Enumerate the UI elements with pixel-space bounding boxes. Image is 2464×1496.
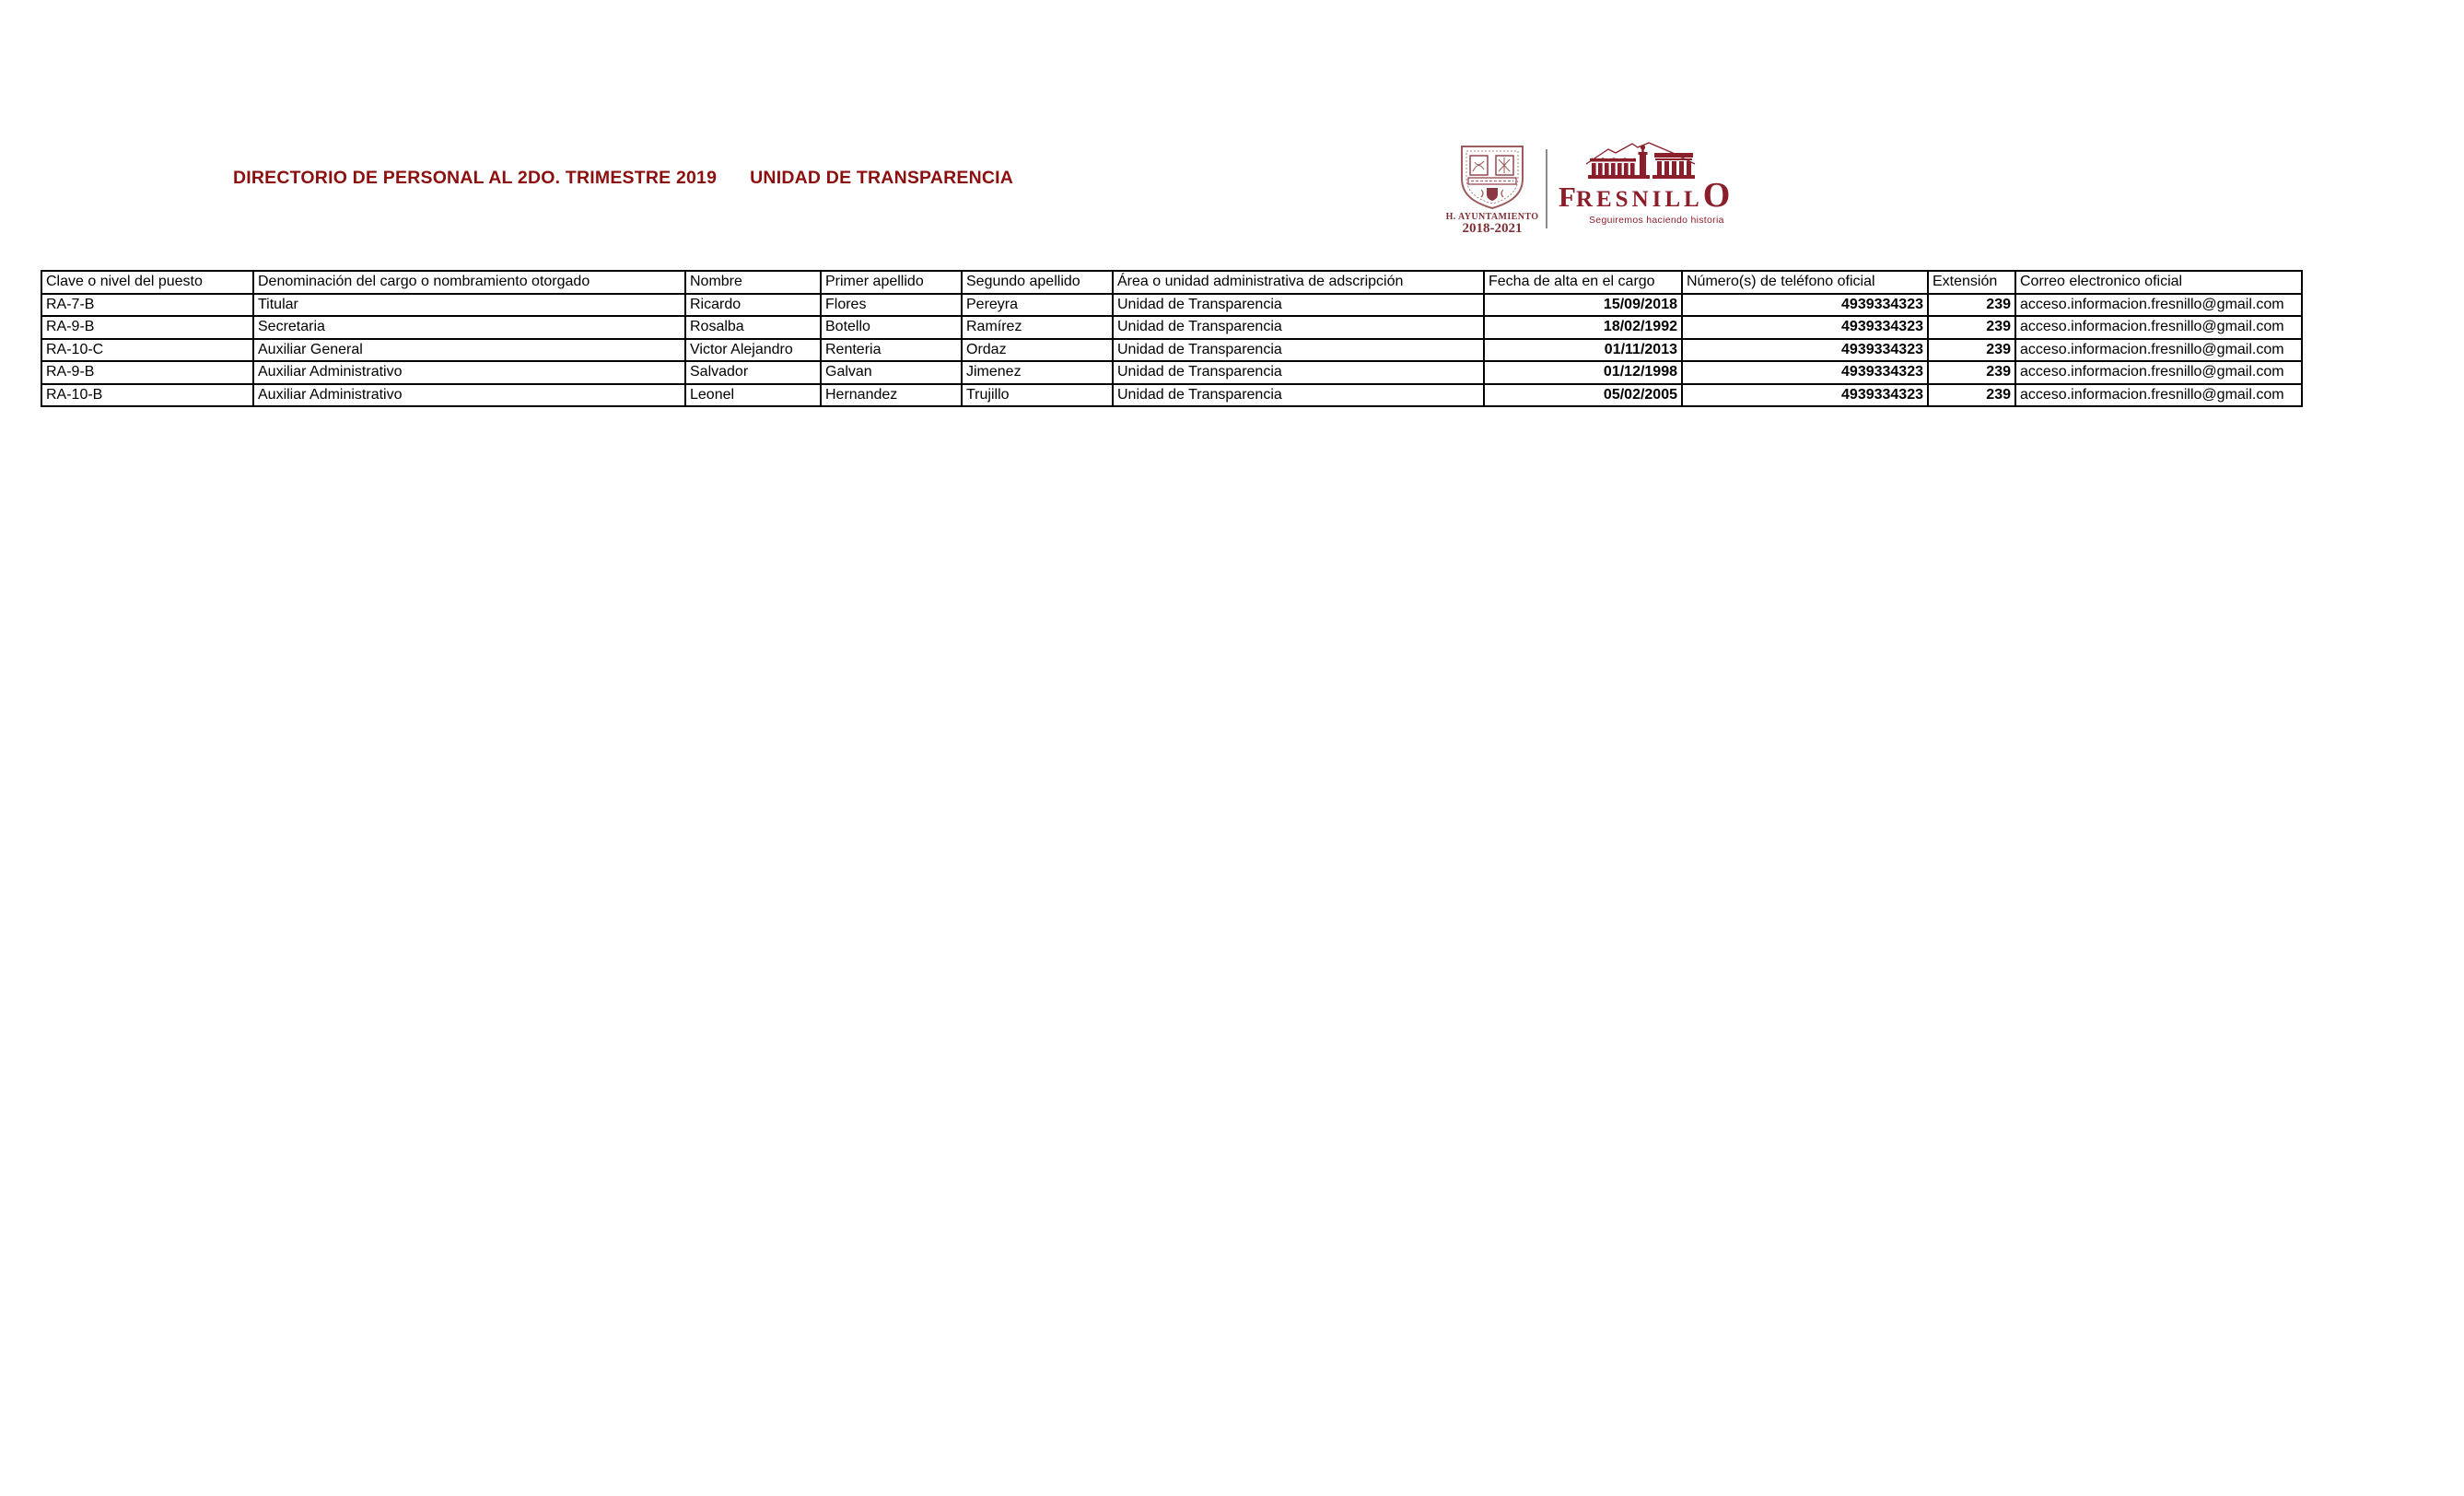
table-cell: Botello <box>821 316 962 339</box>
header-cell: Área o unidad administrativa de adscripción <box>1113 271 1484 294</box>
table-cell: Unidad de Transparencia <box>1113 361 1484 384</box>
table-cell: acceso.informacion.fresnillo@gmail.com <box>2015 339 2302 362</box>
table-cell: 18/02/1992 <box>1484 316 1682 339</box>
table-head <box>41 271 2302 294</box>
table-row <box>41 361 2302 384</box>
header-cell: Correo electronico oficial <box>2015 271 2302 294</box>
crest <box>1443 144 1541 236</box>
city-logo <box>1442 134 1773 241</box>
wordmark-first-letter: F <box>1559 181 1576 213</box>
table-cell: acceso.informacion.fresnillo@gmail.com <box>2015 294 2302 317</box>
table-cell: Leonel <box>685 384 821 407</box>
table-cell: 239 <box>1928 294 2015 317</box>
table-row <box>41 316 2302 339</box>
header-cell: Clave o nivel del puesto <box>41 271 253 294</box>
table-cell: Auxiliar General <box>253 339 685 362</box>
table-cell: 4939334323 <box>1682 316 1928 339</box>
header-cell: Extensión <box>1928 271 2015 294</box>
table-cell: Victor Alejandro <box>685 339 821 362</box>
table-cell: 4939334323 <box>1682 339 1928 362</box>
brand-wordmark <box>1559 176 1770 216</box>
table-row <box>41 339 2302 362</box>
header-cell: Denominación del cargo o nombramiento otorgado <box>253 271 685 294</box>
table-cell: Pereyra <box>962 294 1113 317</box>
table-cell: Unidad de Transparencia <box>1113 339 1484 362</box>
table-cell: Renteria <box>821 339 962 362</box>
page-title-unit: UNIDAD DE TRANSPARENCIA <box>750 168 1014 188</box>
table-cell: Ordaz <box>962 339 1113 362</box>
table-cell: 239 <box>1928 361 2015 384</box>
table-cell: 05/02/2005 <box>1484 384 1682 407</box>
table-cell: Trujillo <box>962 384 1113 407</box>
table-cell: Secretaria <box>253 316 685 339</box>
crest-years: 2018-2021 <box>1462 221 1523 236</box>
table-cell: Rosalba <box>685 316 821 339</box>
table-cell: Ramírez <box>962 316 1113 339</box>
page-title <box>233 168 1013 189</box>
monument-icon <box>1584 140 1697 184</box>
table-cell: Jimenez <box>962 361 1113 384</box>
wordmark-middle: RESNILL <box>1575 187 1703 212</box>
header-cell: Nombre <box>685 271 821 294</box>
table-cell: acceso.informacion.fresnillo@gmail.com <box>2015 316 2302 339</box>
table-cell: Auxiliar Administrativo <box>253 384 685 407</box>
wordmark-last-letter: O <box>1702 176 1731 215</box>
table-cell: Hernandez <box>821 384 962 407</box>
table-cell: Unidad de Transparencia <box>1113 384 1484 407</box>
table-cell: Salvador <box>685 361 821 384</box>
table-cell: Ricardo <box>685 294 821 317</box>
page-title-main: DIRECTORIO DE PERSONAL AL 2DO. TRIMESTRE 2019 <box>233 168 718 188</box>
table-cell: 01/11/2013 <box>1484 339 1682 362</box>
table-cell: RA-9-B <box>41 361 253 384</box>
table-row <box>41 294 2302 317</box>
table-cell: RA-9-B <box>41 316 253 339</box>
crest-shield-icon <box>1456 144 1528 210</box>
table-cell: 4939334323 <box>1682 361 1928 384</box>
table-cell: RA-10-B <box>41 384 253 407</box>
header-cell: Segundo apellido <box>962 271 1113 294</box>
table-cell: 239 <box>1928 316 2015 339</box>
table-cell: acceso.informacion.fresnillo@gmail.com <box>2015 361 2302 384</box>
table-cell: Unidad de Transparencia <box>1113 294 1484 317</box>
table-cell: Auxiliar Administrativo <box>253 361 685 384</box>
table-cell: 239 <box>1928 384 2015 407</box>
header-cell: Fecha de alta en el cargo <box>1484 271 1682 294</box>
header-cell: Primer apellido <box>821 271 962 294</box>
crest-caption: H. AYUNTAMIENTO <box>1445 212 1539 222</box>
brand-tagline: Seguiremos haciendo historia <box>1589 215 1724 226</box>
brand-lockup <box>1559 140 1770 226</box>
table-row <box>41 384 2302 407</box>
table-cell: Titular <box>253 294 685 317</box>
table-cell: 4939334323 <box>1682 384 1928 407</box>
table-cell: 4939334323 <box>1682 294 1928 317</box>
table-body <box>41 294 2302 407</box>
table-cell: Unidad de Transparencia <box>1113 316 1484 339</box>
header-cell: Número(s) de teléfono oficial <box>1682 271 1928 294</box>
table-cell: acceso.informacion.fresnillo@gmail.com <box>2015 384 2302 407</box>
table-cell: Flores <box>821 294 962 317</box>
logo-divider <box>1546 149 1547 228</box>
table-cell: Galvan <box>821 361 962 384</box>
table-cell: 239 <box>1928 339 2015 362</box>
table-cell: RA-7-B <box>41 294 253 317</box>
table-cell: 15/09/2018 <box>1484 294 1682 317</box>
personnel-table <box>41 270 2303 407</box>
header-row <box>41 271 2302 294</box>
table-cell: 01/12/1998 <box>1484 361 1682 384</box>
table-cell: RA-10-C <box>41 339 253 362</box>
